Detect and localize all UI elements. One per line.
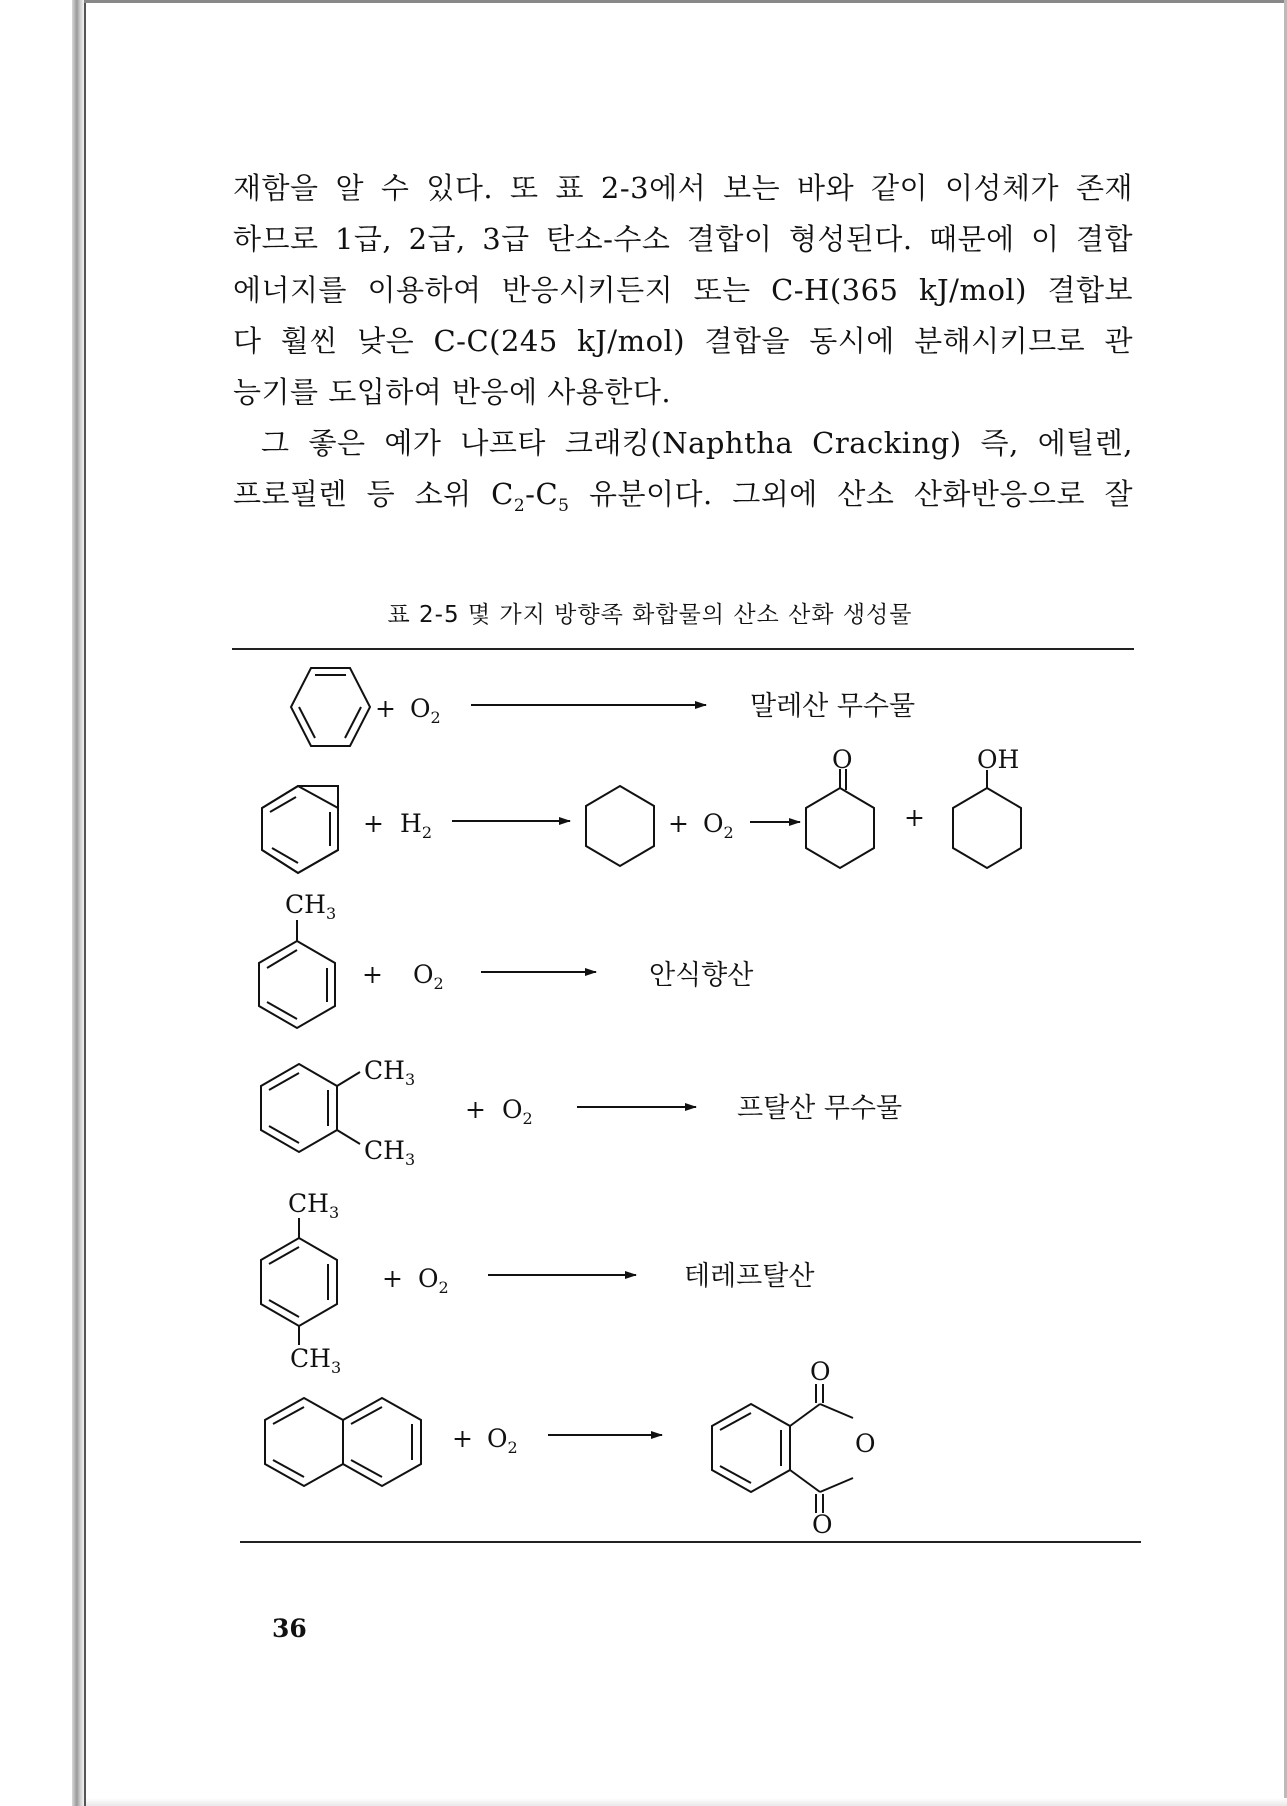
o-xylene-structure — [261, 1064, 360, 1152]
toluene-structure — [259, 920, 335, 1028]
anhydride-oxygen-label: O — [855, 1429, 876, 1458]
reagent-oxygen — [413, 960, 444, 993]
page-number: 36 — [272, 1614, 307, 1643]
body-line: 재함을 알 수 있다. 또 표 2-3에서 보는 바와 같이 이성체가 존재 — [233, 171, 1133, 205]
reagent-symbol: O — [502, 1095, 523, 1124]
cyclohexane-structure — [586, 786, 654, 866]
methyl-label — [364, 1136, 415, 1169]
plus-sign: + — [452, 1424, 473, 1453]
text-segment: 유분이다. 그외에 산소 산화반응으로 잘 — [569, 477, 1133, 511]
subscript: 5 — [558, 495, 570, 516]
methyl-label — [285, 890, 336, 923]
reagent-symbol: H — [400, 809, 422, 838]
reagent-symbol: O — [703, 809, 724, 838]
reagent-subscript: 2 — [522, 1109, 533, 1128]
cyclohexanone-structure — [806, 769, 874, 868]
reagent-oxygen — [502, 1095, 533, 1128]
methyl-subscript: 3 — [328, 1203, 340, 1222]
reagent-subscript: 2 — [421, 823, 432, 842]
reagent-subscript: 2 — [430, 708, 441, 727]
methyl-symbol: CH — [364, 1056, 405, 1085]
methyl-symbol: CH — [290, 1344, 331, 1373]
reagent-symbol: O — [413, 960, 434, 989]
p-xylene-structure — [261, 1218, 337, 1345]
anhydride-oxygen-label: O — [812, 1510, 833, 1539]
reagent-subscript: 2 — [723, 823, 734, 842]
plus-sign: + — [904, 803, 925, 832]
reagent-symbol: O — [487, 1424, 508, 1453]
plus-sign: + — [375, 694, 396, 723]
product-name: 프탈산 무수물 — [737, 1093, 903, 1124]
reagent-symbol: O — [410, 694, 431, 723]
methyl-label — [290, 1344, 341, 1377]
reagent-hydrogen — [400, 809, 432, 842]
reagent-oxygen — [410, 694, 441, 727]
methyl-subscript: 3 — [330, 1358, 342, 1377]
reagent-subscript: 2 — [507, 1438, 518, 1457]
table-caption: 표 2-5 몇 가지 방향족 화합물의 산소 산화 생성물 — [387, 602, 913, 628]
phthalic-anhydride-structure — [712, 1384, 853, 1513]
body-line: 하므로 1급, 2급, 3급 탄소-수소 결합이 형성된다. 때문에 이 결합 — [233, 222, 1133, 256]
cyclohexanol-structure — [953, 770, 1021, 868]
text-segment: 프로필렌 등 소위 C — [233, 477, 514, 511]
methyl-symbol: CH — [364, 1136, 405, 1165]
naphthalene-structure — [265, 1398, 421, 1486]
product-name: 말레산 무수물 — [750, 691, 916, 722]
product-name: 테레프탈산 — [684, 1261, 815, 1292]
methyl-subscript: 3 — [404, 1070, 416, 1089]
hydroxyl-label: OH — [977, 745, 1020, 774]
reagent-oxygen — [418, 1264, 449, 1297]
plus-sign: + — [382, 1264, 403, 1293]
reagent-subscript: 2 — [438, 1278, 449, 1297]
benzene-structure — [262, 786, 338, 873]
plus-sign: + — [363, 809, 384, 838]
anhydride-oxygen-label: O — [810, 1357, 831, 1386]
text-segment: -C — [525, 477, 559, 511]
body-line: 다 훨씬 낮은 C-C(245 kJ/mol) 결합을 동시에 분해시키므로 관 — [233, 324, 1133, 358]
reagent-symbol: O — [418, 1264, 439, 1293]
body-line: 그 좋은 예가 나프타 크래킹(Naphtha Cracking) 즉, 에틸렌, — [261, 426, 1133, 460]
reagent-subscript: 2 — [433, 974, 444, 993]
methyl-symbol: CH — [288, 1189, 329, 1218]
product-name: 안식향산 — [649, 960, 754, 991]
methyl-symbol: CH — [285, 890, 326, 919]
reagent-oxygen — [487, 1424, 518, 1457]
plus-sign: + — [465, 1095, 486, 1124]
methyl-label — [288, 1189, 339, 1222]
methyl-subscript: 3 — [325, 904, 337, 923]
ketone-oxygen-label: O — [832, 745, 853, 774]
reagent-oxygen — [703, 809, 734, 842]
subscript: 2 — [513, 495, 526, 516]
plus-sign: + — [362, 960, 383, 989]
body-line: 에너지를 이용하여 반응시키든지 또는 C-H(365 kJ/mol) 결합보 — [233, 273, 1133, 307]
benzene-structure — [291, 668, 370, 746]
methyl-label — [364, 1056, 415, 1089]
body-line: 능기를 도입하여 반응에 사용한다. — [233, 375, 672, 409]
methyl-subscript: 3 — [404, 1150, 416, 1169]
plus-sign: + — [668, 809, 689, 838]
